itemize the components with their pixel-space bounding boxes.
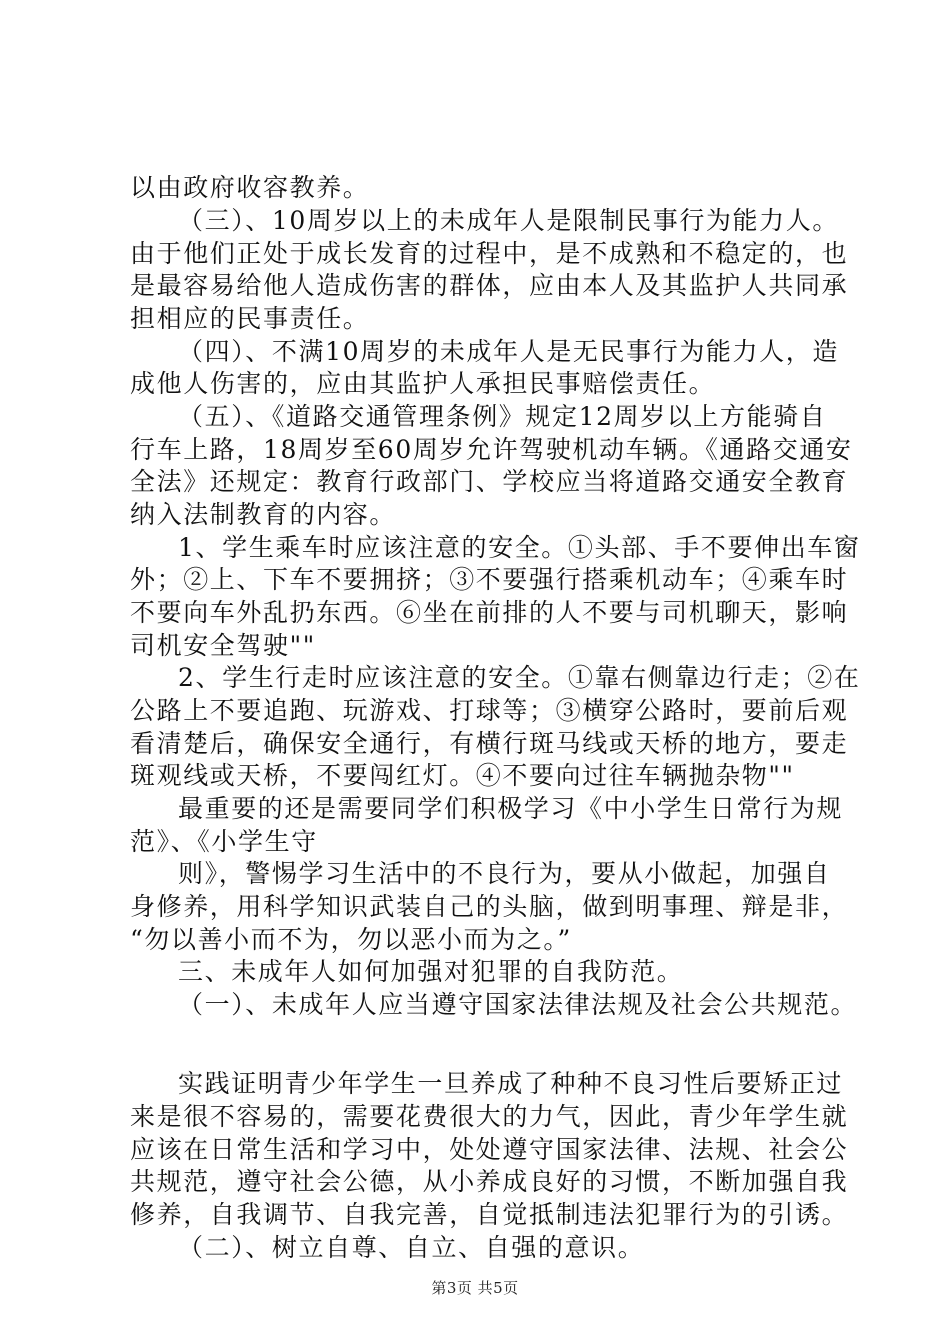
text-line: 看清楚后，确保安全通行，有横行斑马线或天桥的地方，要走 <box>130 729 849 758</box>
text-line: 由于他们正处于成长发育的过程中，是不成熟和不稳定的，也 <box>130 239 849 268</box>
text-line: （一）、未成年人应当遵守国家法律法规及社会公共规范。 <box>178 990 858 1019</box>
text-line: 应该在日常生活和学习中，处处遵守国家法律、法规、社会公 <box>130 1135 849 1164</box>
text-line: 来是很不容易的，需要花费很大的力气，因此，青少年学生就 <box>130 1102 849 1131</box>
text-line: 公路上不要追跑、玩游戏、打球等；③横穿公路时，要前后观 <box>130 696 849 725</box>
text-line: 斑观线或天桥，不要闯红灯。④不要向过往车辆抛杂物"" <box>130 761 795 790</box>
text-line: 最重要的还是需要同学们积极学习《中小学生日常行为规 <box>178 794 844 823</box>
text-line: 范》、《小学生守 <box>130 827 318 856</box>
text-line: 纳入法制教育的内容。 <box>130 500 397 529</box>
section-heading: 三、未成年人如何加强对犯罪的自我防范。 <box>178 957 684 986</box>
text-line: 实践证明青少年学生一旦养成了种种不良习性后要矫正过 <box>178 1069 844 1098</box>
text-line: “勿以善小而不为，勿以恶小而为之。” <box>130 925 572 954</box>
text-line: 担相应的民事责任。 <box>130 304 370 333</box>
text-line: 外；②上、下车不要拥挤；③不要强行搭乘机动车；④乘车时 <box>130 565 849 594</box>
text-line: （五）、《道路交通管理条例》规定12周岁以上方能骑自 <box>178 402 827 431</box>
text-line: 是最容易给他人造成伤害的群体，应由本人及其监护人共同承 <box>130 271 849 300</box>
page-number: 第3页 共5页 <box>431 1279 519 1297</box>
text-line: 以由政府收容教养。 <box>130 173 370 202</box>
text-line: （三）、10周岁以上的未成年人是限制民事行为能力人。 <box>178 206 839 235</box>
text-line: 1、学生乘车时应该注意的安全。①头部、手不要伸出车窗 <box>178 533 861 562</box>
text-line: 成他人伤害的，应由其监护人承担民事赔偿责任。 <box>130 369 716 398</box>
text-line: 2、学生行走时应该注意的安全。①靠右侧靠边行走；②在 <box>178 663 861 692</box>
text-line: 司机安全驾驶"" <box>130 631 316 660</box>
text-line: 不要向车外乱扔东西。⑥坐在前排的人不要与司机聊天，影响 <box>130 598 849 627</box>
text-line: 身修养，用科学知识武装自己的头脑，做到明事理、辩是非， <box>130 892 849 921</box>
text-line: （二）、树立自尊、自立、自强的意识。 <box>178 1233 645 1262</box>
text-line: 则》，警惕学习生活中的不良行为，要从小做起，加强自 <box>178 859 831 888</box>
text-line: 修养，自我调节、自我完善，自觉抵制违法犯罪行为的引诱。 <box>130 1200 849 1229</box>
text-line: 共规范，遵守社会公德，从小养成良好的习惯，不断加强自我 <box>130 1167 849 1196</box>
text-line: （四）、不满10周岁的未成年人是无民事行为能力人，造 <box>178 337 839 366</box>
text-line: 行车上路，18周岁至60周岁允许驾驶机动车辆。《通路交通安 <box>130 435 853 464</box>
text-line: 全法》还规定：教育行政部门、学校应当将道路交通安全教育 <box>130 467 849 496</box>
